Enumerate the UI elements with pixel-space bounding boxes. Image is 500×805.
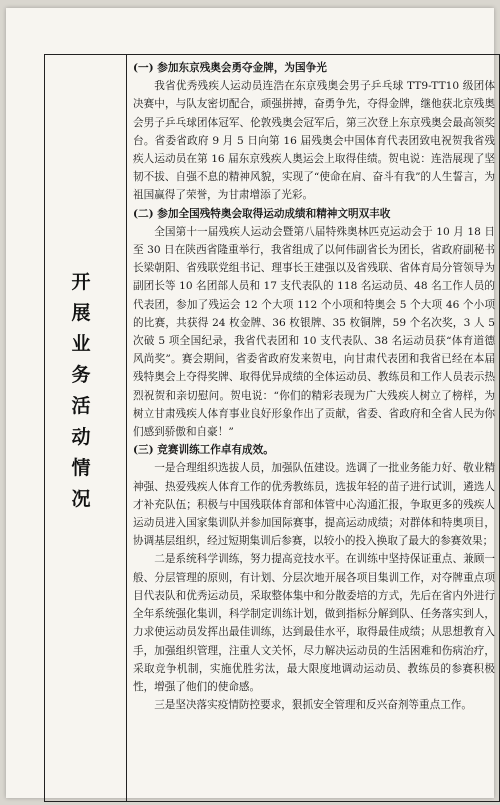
title-char: 动 [71, 426, 91, 448]
title-char: 情 [71, 457, 91, 479]
section-content-cell [127, 55, 499, 801]
report-table [44, 54, 500, 802]
section-title-vertical [69, 267, 93, 515]
body-paragraph: 三是坚决落实疫情防控要求，狠抓安全管理和反兴奋剂等重点工作。 [154, 699, 472, 712]
section-header-cell [45, 55, 127, 801]
body-paragraph: 一是合理组织选拔人员，加强队伍建设。选调了一批业务能力好、敬业精神强、热爱残疾人体育工作的优秀教练员，选拔年轻的苗子进行试训，遴选人才补充队伍；积极与中国残联体育部和体管中心沟通汇报，争取更多的残疾人运动员进入国家集训队并参加国际赛事，提高运动成绩；对群体和特奥项目，协调基层组织，经过短期集训后参赛，以较小的投入换取了最大的参赛效果； [133, 462, 495, 548]
title-char: 开 [71, 271, 91, 293]
subsection-heading: (三) 竞赛训练工作卓有成效。 [133, 444, 274, 457]
subsection-heading: (一) 参加东京残奥会勇夺金牌，为国争光 [133, 62, 327, 74]
title-char: 业 [71, 333, 91, 355]
document-page [6, 8, 494, 798]
title-char: 况 [71, 488, 91, 510]
title-char: 活 [71, 395, 91, 417]
title-char: 务 [71, 364, 91, 386]
body-paragraph: 我省优秀残疾人运动员连浩在东京残奥会男子乒乓球 TT9-TT10 级团体决赛中，与队友密切配合，顽强拼搏，奋勇争先，夺得金牌，继他获北京残奥会男子乒乓球团体冠军、伦敦残奥会冠军后，第三次登上东京残奥会最高领奖台。省委省政府 9 月 5 日向第 16 届残奥会中国体育代表团致电祝贺我省残疾人运动员在第 16 届东京残疾人奥运会上取得佳绩。贺电说：连浩展现了坚韧不拔、自强不息的精神风貌，实现了“使命在肩、奋斗有我”的人生誓言，为祖国赢得了荣誉，为甘肃增添了光彩。 [133, 80, 495, 202]
body-paragraph: 全国第十一届残疾人运动会暨第八届特殊奥林匹克运动会于 10 月 18 日至 30 日在陕西省隆重举行，我省组成了以何伟副省长为团长，省政府副秘书长梁朝阳、省残联党组书记、理事长王建强以及省残联、省体育局分管领导为副团长等 10 名团部人员和 17 支代表队的 118 名运动员、48 名工作人员的代表团，参加了残运会 12 个大项 112 个小项和特奥会 5 个大项 46 个小项的比赛，共获得 24 枚金牌、36 枚银牌、35 枚铜牌，59 个名次奖，3 人 5 次破 5 项全国纪录，我省代表团和 10 支代表队、38 名运动员获“体育道德风尚奖”。赛会期间，省委省政府发来贺电，向甘肃代表团和我省已经在本届残特奥会上夺得奖牌、取得优异成绩的全体运动员、教练员和工作人员表示热烈祝贺和亲切慰问。贺电说：“你们的精彩表现为广大残疾人树立了榜样，为树立甘肃残疾人体育事业良好形象作出了贡献，省委、省政府和全省人民为你们感到骄傲和自豪！” [133, 225, 495, 439]
body-paragraph: 二是系统科学训练，努力提高竞技水平。在训练中坚持保证重点、兼顾一般、分层管理的原则，有计划、分层次地开展各项目集训工作，对夺牌重点项目代表队和优秀运动员，采取整体集中和分散委培的方式，先后在省内外进行全年系统强化集训，科学制定训练计划，做到指标分解到队、任务落实到人，力求使运动员发挥出最佳训练，达到最佳水平，取得最佳成绩；从思想教育入手，加强组织管理，注重人文关怀，尽力解决运动员的生活困难和伤病治疗，采取竞争机制，实施优胜劣汰，最大限度地调动运动员、教练员的参赛积极性，增强了他们的使命感。 [133, 553, 495, 693]
title-char: 展 [71, 302, 91, 324]
subsection-heading: (二) 参加全国残特奥会取得运动成绩和精神文明双丰收 [133, 207, 391, 220]
